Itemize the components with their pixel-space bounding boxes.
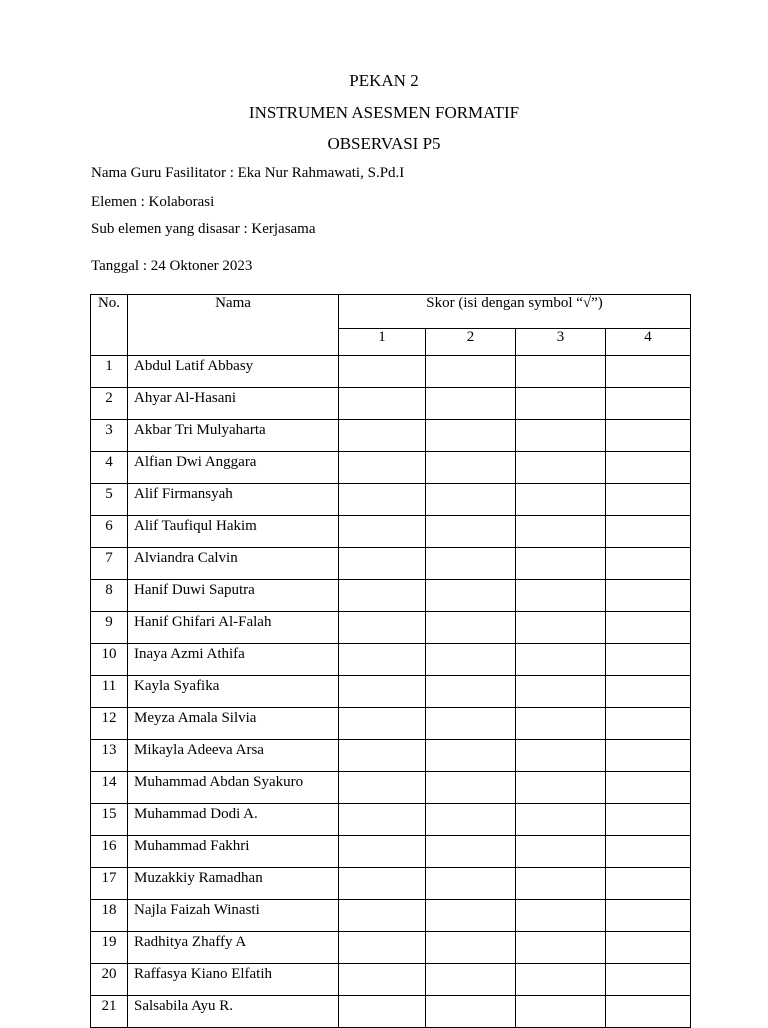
score-cell-3[interactable] <box>516 868 606 900</box>
score-cell-2[interactable] <box>426 484 516 516</box>
student-name: Salsabila Ayu R. <box>128 996 339 1028</box>
student-name: Raffasya Kiano Elfatih <box>128 964 339 996</box>
score-cell-3[interactable] <box>516 644 606 676</box>
header-score-2: 2 <box>426 329 516 356</box>
score-cell-3[interactable] <box>516 548 606 580</box>
score-cell-1[interactable] <box>339 580 426 612</box>
score-cell-4[interactable] <box>606 676 691 708</box>
row-number: 8 <box>91 580 128 612</box>
student-name: Hanif Ghifari Al-Falah <box>128 612 339 644</box>
score-cell-3[interactable] <box>516 452 606 484</box>
row-number: 18 <box>91 900 128 932</box>
score-cell-3[interactable] <box>516 676 606 708</box>
score-cell-4[interactable] <box>606 452 691 484</box>
student-name: Alfian Dwi Anggara <box>128 452 339 484</box>
score-cell-1[interactable] <box>339 548 426 580</box>
score-cell-3[interactable] <box>516 772 606 804</box>
table-row <box>91 964 691 996</box>
observation-title: OBSERVASI P5 <box>327 134 441 153</box>
score-cell-4[interactable] <box>606 420 691 452</box>
score-cell-3[interactable] <box>516 708 606 740</box>
header-skor: Skor (isi dengan symbol “√”) <box>339 295 691 329</box>
score-cell-3[interactable] <box>516 836 606 868</box>
row-number: 10 <box>91 644 128 676</box>
element-label: Elemen : Kolaborasi <box>91 194 215 210</box>
row-number: 19 <box>91 932 128 964</box>
row-number: 12 <box>91 708 128 740</box>
score-cell-1[interactable] <box>339 932 426 964</box>
table-row <box>91 356 691 388</box>
table-row <box>91 804 691 836</box>
score-cell-2[interactable] <box>426 964 516 996</box>
table-row <box>91 452 691 484</box>
student-name: Abdul Latif Abbasy <box>128 356 339 388</box>
row-number: 1 <box>91 356 128 388</box>
score-cell-2[interactable] <box>426 932 516 964</box>
header-nama: Nama <box>128 295 339 356</box>
teacher-name: Nama Guru Fasilitator : Eka Nur Rahmawati, S.Pd.I <box>91 165 405 181</box>
table-row <box>91 388 691 420</box>
student-name: Muhammad Abdan Syakuro <box>128 772 339 804</box>
table-row <box>91 484 691 516</box>
score-cell-3[interactable] <box>516 900 606 932</box>
student-name: Mikayla Adeeva Arsa <box>128 740 339 772</box>
table-row <box>91 900 691 932</box>
score-cell-1[interactable] <box>339 452 426 484</box>
student-name: Kayla Syafika <box>128 676 339 708</box>
score-cell-4[interactable] <box>606 868 691 900</box>
row-number: 7 <box>91 548 128 580</box>
score-cell-1[interactable] <box>339 900 426 932</box>
header-score-1: 1 <box>339 329 426 356</box>
row-number: 14 <box>91 772 128 804</box>
score-cell-2[interactable] <box>426 996 516 1028</box>
score-cell-2[interactable] <box>426 580 516 612</box>
score-cell-3[interactable] <box>516 356 606 388</box>
table-row <box>91 644 691 676</box>
score-cell-2[interactable] <box>426 612 516 644</box>
table-row <box>91 740 691 772</box>
date-label: Tanggal : 24 Oktoner 2023 <box>91 258 253 274</box>
score-cell-2[interactable] <box>426 388 516 420</box>
table-row <box>91 772 691 804</box>
score-cell-2[interactable] <box>426 900 516 932</box>
score-cell-1[interactable] <box>339 868 426 900</box>
student-name: Ahyar Al-Hasani <box>128 388 339 420</box>
score-cell-1[interactable] <box>339 836 426 868</box>
score-cell-1[interactable] <box>339 964 426 996</box>
table-row <box>91 420 691 452</box>
student-name: Alviandra Calvin <box>128 548 339 580</box>
score-cell-1[interactable] <box>339 804 426 836</box>
score-cell-2[interactable] <box>426 356 516 388</box>
score-cell-1[interactable] <box>339 484 426 516</box>
header-score-4: 4 <box>606 329 691 356</box>
score-cell-4[interactable] <box>606 644 691 676</box>
table-row <box>91 868 691 900</box>
row-number: 4 <box>91 452 128 484</box>
score-cell-2[interactable] <box>426 740 516 772</box>
row-number: 21 <box>91 996 128 1028</box>
score-cell-2[interactable] <box>426 772 516 804</box>
student-name: Muhammad Fakhri <box>128 836 339 868</box>
score-cell-4[interactable] <box>606 996 691 1028</box>
header-score-3: 3 <box>516 329 606 356</box>
row-number: 17 <box>91 868 128 900</box>
row-number: 9 <box>91 612 128 644</box>
score-cell-3[interactable] <box>516 580 606 612</box>
score-cell-1[interactable] <box>339 740 426 772</box>
score-cell-2[interactable] <box>426 868 516 900</box>
row-number: 6 <box>91 516 128 548</box>
row-number: 16 <box>91 836 128 868</box>
score-cell-4[interactable] <box>606 484 691 516</box>
student-name: Alif Firmansyah <box>128 484 339 516</box>
score-cell-2[interactable] <box>426 516 516 548</box>
score-cell-3[interactable] <box>516 996 606 1028</box>
score-cell-4[interactable] <box>606 932 691 964</box>
score-cell-4[interactable] <box>606 356 691 388</box>
observation-table <box>90 294 691 1028</box>
score-cell-1[interactable] <box>339 356 426 388</box>
table-row <box>91 612 691 644</box>
score-cell-1[interactable] <box>339 516 426 548</box>
student-name: Alif Taufiqul Hakim <box>128 516 339 548</box>
student-name: Muzakkiy Ramadhan <box>128 868 339 900</box>
score-cell-3[interactable] <box>516 516 606 548</box>
student-name: Najla Faizah Winasti <box>128 900 339 932</box>
row-number: 20 <box>91 964 128 996</box>
score-cell-2[interactable] <box>426 804 516 836</box>
student-name: Radhitya Zhaffy A <box>128 932 339 964</box>
score-cell-4[interactable] <box>606 740 691 772</box>
score-cell-3[interactable] <box>516 612 606 644</box>
table-row <box>91 676 691 708</box>
score-cell-3[interactable] <box>516 420 606 452</box>
table-row <box>91 548 691 580</box>
score-cell-2[interactable] <box>426 548 516 580</box>
score-cell-1[interactable] <box>339 772 426 804</box>
score-cell-2[interactable] <box>426 708 516 740</box>
row-number: 3 <box>91 420 128 452</box>
week-title: PEKAN 2 <box>349 71 419 90</box>
student-name: Akbar Tri Mulyaharta <box>128 420 339 452</box>
score-cell-4[interactable] <box>606 548 691 580</box>
score-cell-4[interactable] <box>606 836 691 868</box>
student-name: Hanif Duwi Saputra <box>128 580 339 612</box>
score-cell-1[interactable] <box>339 644 426 676</box>
row-number: 11 <box>91 676 128 708</box>
score-cell-4[interactable] <box>606 804 691 836</box>
header-no: No. <box>91 295 128 356</box>
score-cell-2[interactable] <box>426 676 516 708</box>
score-cell-2[interactable] <box>426 836 516 868</box>
score-cell-3[interactable] <box>516 932 606 964</box>
table-row <box>91 516 691 548</box>
row-number: 13 <box>91 740 128 772</box>
score-cell-3[interactable] <box>516 740 606 772</box>
score-cell-1[interactable] <box>339 708 426 740</box>
row-number: 2 <box>91 388 128 420</box>
table-row <box>91 580 691 612</box>
score-cell-4[interactable] <box>606 900 691 932</box>
student-name: Inaya Azmi Athifa <box>128 644 339 676</box>
table-row <box>91 932 691 964</box>
table-row <box>91 836 691 868</box>
row-number: 5 <box>91 484 128 516</box>
score-cell-3[interactable] <box>516 388 606 420</box>
score-cell-1[interactable] <box>339 612 426 644</box>
score-cell-1[interactable] <box>339 996 426 1028</box>
score-cell-4[interactable] <box>606 772 691 804</box>
score-cell-4[interactable] <box>606 388 691 420</box>
score-cell-1[interactable] <box>339 420 426 452</box>
score-cell-2[interactable] <box>426 644 516 676</box>
sub-element-label: Sub elemen yang disasar : Kerjasama <box>91 221 316 237</box>
score-cell-3[interactable] <box>516 964 606 996</box>
table-body <box>91 356 691 1028</box>
score-cell-4[interactable] <box>606 580 691 612</box>
score-cell-2[interactable] <box>426 452 516 484</box>
score-cell-4[interactable] <box>606 516 691 548</box>
row-number: 15 <box>91 804 128 836</box>
student-name: Meyza Amala Silvia <box>128 708 339 740</box>
score-cell-4[interactable] <box>606 708 691 740</box>
score-cell-3[interactable] <box>516 804 606 836</box>
student-name: Muhammad Dodi A. <box>128 804 339 836</box>
table-row <box>91 996 691 1028</box>
score-cell-2[interactable] <box>426 420 516 452</box>
score-cell-4[interactable] <box>606 964 691 996</box>
score-cell-1[interactable] <box>339 676 426 708</box>
instrument-title: INSTRUMEN ASESMEN FORMATIF <box>248 103 520 122</box>
score-cell-3[interactable] <box>516 484 606 516</box>
score-cell-4[interactable] <box>606 612 691 644</box>
table-row <box>91 708 691 740</box>
score-cell-1[interactable] <box>339 388 426 420</box>
